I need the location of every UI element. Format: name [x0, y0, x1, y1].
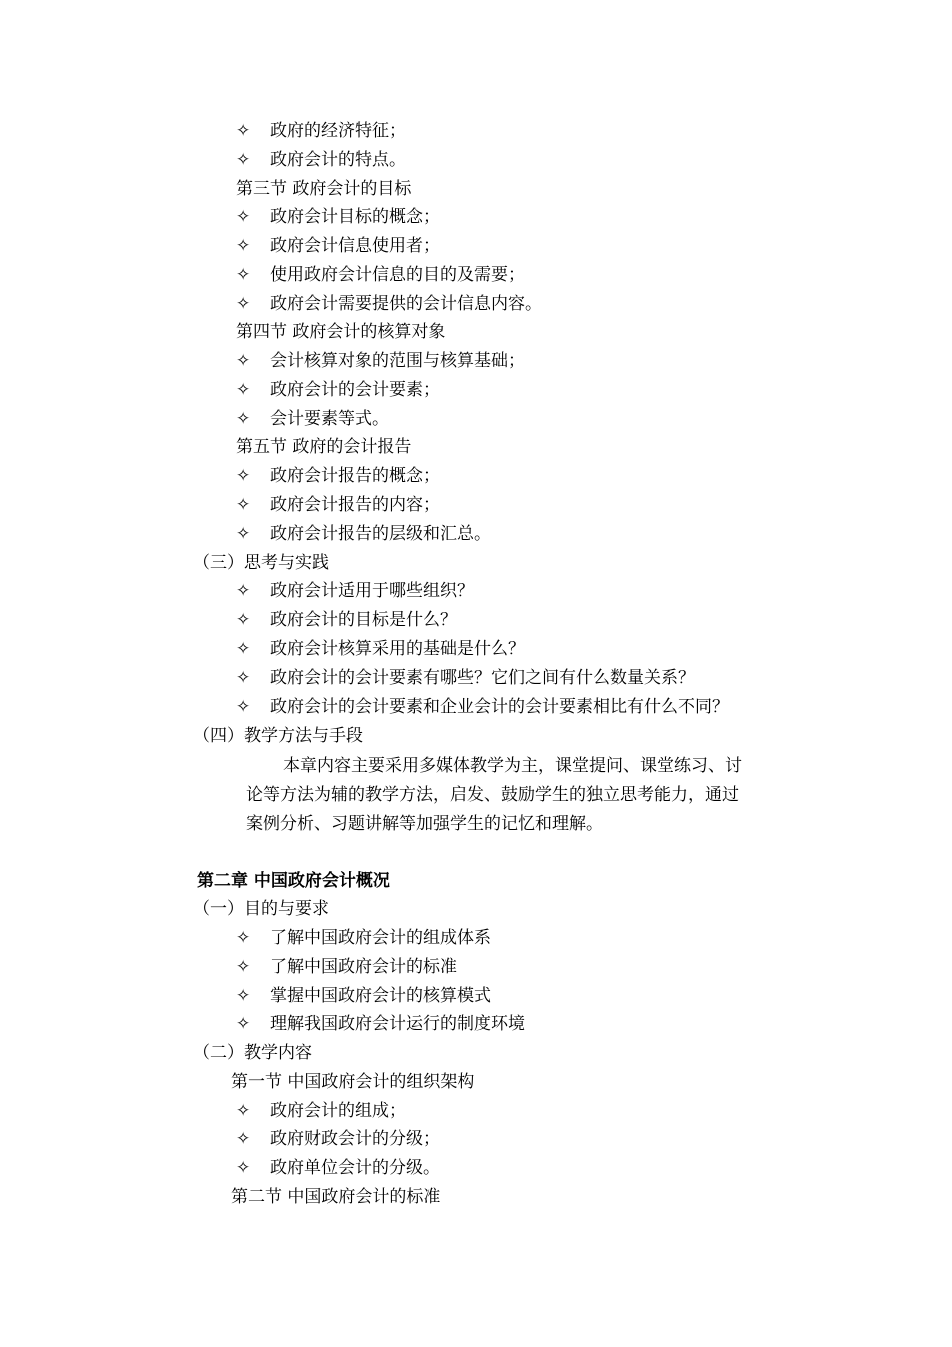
section-title: 第三节 政府会计的目标 [236, 179, 412, 199]
paragraph-line: 本章内容主要采用多媒体教学为主，课堂提问、课堂练习、讨 [283, 756, 742, 776]
diamond-bullet-icon: ✧ [236, 639, 251, 659]
list-item-text: 政府会计目标的概念； [270, 207, 440, 227]
diamond-bullet-icon: ✧ [236, 524, 251, 544]
diamond-bullet-icon: ✧ [236, 351, 251, 371]
list-item-text: 政府会计的会计要素； [270, 380, 440, 400]
diamond-bullet-icon: ✧ [236, 1158, 251, 1178]
list-item-text: 政府会计核算采用的基础是什么？ [270, 639, 525, 659]
diamond-bullet-icon: ✧ [236, 986, 251, 1006]
part-title: （四）教学方法与手段 [193, 726, 363, 746]
diamond-bullet-icon: ✧ [236, 121, 251, 141]
list-item [236, 985, 491, 1007]
list-item [236, 609, 457, 631]
list-item-text: 了解中国政府会计的标准 [270, 957, 457, 977]
diamond-bullet-icon: ✧ [236, 236, 251, 256]
list-item [236, 1013, 525, 1035]
list-item-text: 政府的经济特征； [270, 121, 406, 141]
list-item [236, 696, 729, 718]
diamond-bullet-icon: ✧ [236, 668, 251, 688]
diamond-bullet-icon: ✧ [236, 150, 251, 170]
diamond-bullet-icon: ✧ [236, 495, 251, 515]
diamond-bullet-icon: ✧ [236, 1101, 251, 1121]
list-item-text: 政府会计适用于哪些组织？ [270, 581, 474, 601]
list-item-text: 政府会计报告的层级和汇总。 [270, 524, 491, 544]
diamond-bullet-icon: ✧ [236, 697, 251, 717]
list-item [236, 350, 525, 372]
list-item [236, 465, 440, 487]
diamond-bullet-icon: ✧ [236, 1129, 251, 1149]
list-item-text: 政府会计的会计要素和企业会计的会计要素相比有什么不同？ [270, 697, 729, 717]
list-item [236, 235, 440, 257]
diamond-bullet-icon: ✧ [236, 581, 251, 601]
diamond-bullet-icon: ✧ [236, 265, 251, 285]
list-item-text: 政府单位会计的分级。 [270, 1158, 440, 1178]
list-item [236, 580, 474, 602]
diamond-bullet-icon: ✧ [236, 1014, 251, 1034]
part-title: （一）目的与要求 [193, 899, 329, 919]
list-item [236, 927, 491, 949]
list-item [236, 1128, 440, 1150]
list-item [236, 264, 525, 286]
diamond-bullet-icon: ✧ [236, 957, 251, 977]
diamond-bullet-icon: ✧ [236, 610, 251, 630]
list-item [236, 149, 406, 171]
section-title: 第一节 中国政府会计的组织架构 [231, 1072, 475, 1092]
part-title: （三）思考与实践 [193, 553, 329, 573]
list-item [236, 494, 440, 516]
list-item [236, 1157, 440, 1179]
list-item [236, 638, 525, 660]
list-item-text: 政府财政会计的分级； [270, 1129, 440, 1149]
list-item-text: 使用政府会计信息的目的及需要； [270, 265, 525, 285]
list-item-text: 政府会计报告的概念； [270, 466, 440, 486]
list-item [236, 379, 440, 401]
part-title: （二）教学内容 [193, 1043, 312, 1063]
chapter-title: 第二章 中国政府会计概况 [197, 871, 390, 891]
list-item [236, 206, 440, 228]
diamond-bullet-icon: ✧ [236, 928, 251, 948]
list-item-text: 政府会计的组成； [270, 1101, 406, 1121]
list-item-text: 掌握中国政府会计的核算模式 [270, 986, 491, 1006]
section-title: 第五节 政府的会计报告 [236, 437, 412, 457]
list-item-text: 会计要素等式。 [270, 409, 389, 429]
list-item [236, 120, 406, 142]
list-item-text: 政府会计的特点。 [270, 150, 406, 170]
list-item [236, 523, 491, 545]
diamond-bullet-icon: ✧ [236, 466, 251, 486]
list-item-text: 政府会计的目标是什么？ [270, 610, 457, 630]
diamond-bullet-icon: ✧ [236, 294, 251, 314]
diamond-bullet-icon: ✧ [236, 409, 251, 429]
list-item-text: 政府会计信息使用者； [270, 236, 440, 256]
diamond-bullet-icon: ✧ [236, 207, 251, 227]
paragraph-line: 案例分析、习题讲解等加强学生的记忆和理解。 [246, 814, 603, 834]
diamond-bullet-icon: ✧ [236, 380, 251, 400]
list-item-text: 会计核算对象的范围与核算基础； [270, 351, 525, 371]
list-item [236, 408, 389, 430]
list-item-text: 政府会计的会计要素有哪些？它们之间有什么数量关系？ [270, 668, 695, 688]
list-item-text: 政府会计需要提供的会计信息内容。 [270, 294, 542, 314]
list-item [236, 293, 542, 315]
list-item [236, 956, 457, 978]
list-item [236, 1100, 406, 1122]
list-item-text: 政府会计报告的内容； [270, 495, 440, 515]
list-item-text: 了解中国政府会计的组成体系 [270, 928, 491, 948]
list-item [236, 667, 695, 689]
paragraph-line: 论等方法为辅的教学方法，启发、鼓励学生的独立思考能力，通过 [246, 785, 739, 805]
section-title: 第二节 中国政府会计的标准 [231, 1187, 441, 1207]
section-title: 第四节 政府会计的核算对象 [236, 322, 446, 342]
list-item-text: 理解我国政府会计运行的制度环境 [270, 1014, 525, 1034]
